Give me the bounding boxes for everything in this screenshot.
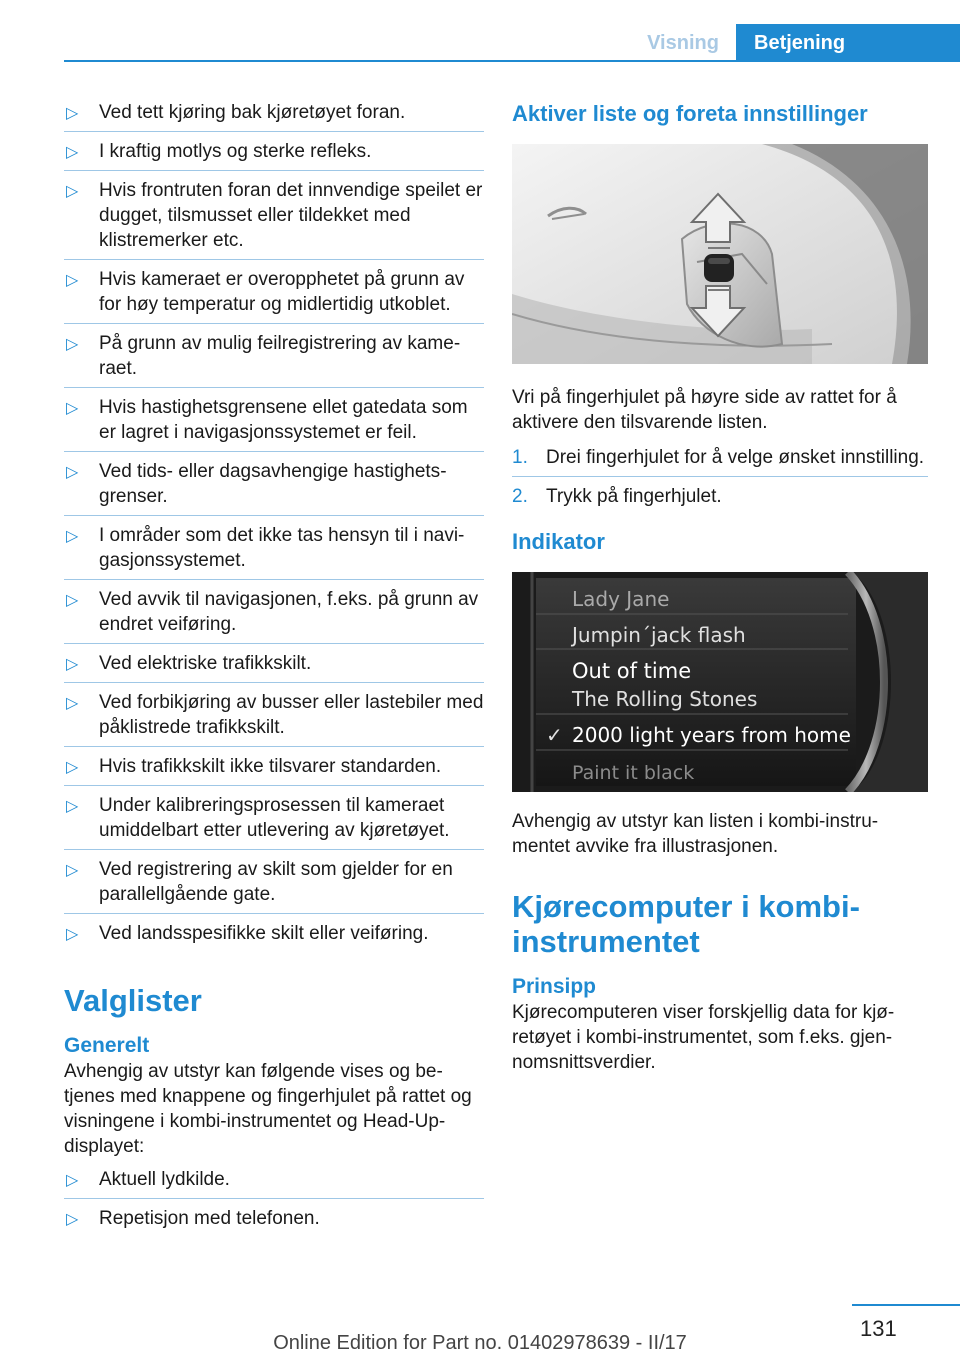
list-item: ▷ Under kalibreringsprosessen til kameraet umiddelbart etter utlevering av kjøretøyet. bbox=[64, 793, 484, 850]
display-item: 2000 light years from home bbox=[572, 723, 851, 747]
tab-visning[interactable]: Visning bbox=[647, 32, 719, 54]
triangle-bullet-icon: ▷ bbox=[66, 656, 79, 673]
list-item: ▷ På grunn av mulig feilregistrering av kameraet. bbox=[64, 331, 484, 388]
list-item: ▷ I kraftig motlys og sterke refleks. bbox=[64, 139, 484, 171]
indikator-heading: Indikator bbox=[512, 529, 605, 554]
generelt-list bbox=[64, 1167, 484, 1237]
tab-betjening[interactable]: Betjening bbox=[736, 24, 960, 62]
generelt-paragraph: Avhengig av utstyr kan følgende vises og betjenes med knappene og fingerhjulet på rattet og visningene i kombi-instrumentet og Head-Up-displayet: bbox=[64, 1061, 472, 1157]
list-item: ▷ Ved tett kjøring bak kjøretøyet foran. bbox=[64, 100, 484, 132]
list-item: ▷ Hvis hastighetsgrensene ellet gatedata som er lagret i navigasjonssystemet er feil. bbox=[64, 395, 484, 452]
list-item: ▷ Hvis frontruten foran det innvendige speilet er dugget, tilsmusset eller tildekket med klistremerker etc. bbox=[64, 178, 484, 260]
triangle-bullet-icon: ▷ bbox=[66, 592, 79, 609]
display-item: Out of time bbox=[572, 659, 692, 683]
display-item: Lady Jane bbox=[572, 587, 670, 611]
page-number: 131 bbox=[860, 1316, 897, 1341]
indikator-paragraph: Avhengig av utstyr kan listen i kombi-instrumentet avvike fra illustrasjonen. bbox=[512, 811, 879, 857]
steering-wheel-illustration bbox=[512, 144, 928, 364]
list-item: ▷ Ved forbikjøring av busser eller lastebiler med påklistrede trafikkskilt. bbox=[64, 690, 484, 747]
triangle-bullet-icon: ▷ bbox=[66, 272, 79, 289]
kjorecomputer-heading: Kjørecomputer i kombiinstrumentet bbox=[512, 889, 860, 959]
list-item: ▷ Ved registrering av skilt som gjelder for en parallellgående gate. bbox=[64, 857, 484, 914]
triangle-bullet-icon: ▷ bbox=[66, 862, 79, 879]
left-column bbox=[64, 100, 484, 1244]
triangle-bullet-icon: ▷ bbox=[66, 1172, 79, 1189]
display-item: Paint it black bbox=[572, 762, 695, 784]
right-column bbox=[512, 100, 928, 1075]
list-item: ▷ Ved avvik til navigasjonen, f.eks. på grunn av endret veiføring. bbox=[64, 587, 484, 644]
prinsipp-paragraph: Kjørecomputeren viser forskjellig data for kjøretøyet i kombi-instrumentet, som f.eks. gjennomsnittsverdier. bbox=[512, 1002, 895, 1073]
aktiver-paragraph: Vri på fingerhjulet på høyre side av rattet for å aktivere den tilsvarende listen. bbox=[512, 387, 897, 433]
display-item: The Rolling Stones bbox=[572, 687, 758, 711]
aktiver-heading: Aktiver liste og foreta innstillinger bbox=[512, 101, 868, 126]
triangle-bullet-icon: ▷ bbox=[66, 759, 79, 776]
triangle-bullet-icon: ▷ bbox=[66, 1211, 79, 1228]
list-item: ▷ Hvis trafikkskilt ikke tilsvarer standarden. bbox=[64, 754, 484, 786]
list-item: ▷ Repetisjon med telefonen. bbox=[64, 1206, 484, 1237]
cluster-list-display bbox=[512, 572, 928, 792]
triangle-bullet-icon: ▷ bbox=[66, 695, 79, 712]
step-item: 2. Trykk på fingerhjulet. bbox=[512, 486, 722, 507]
list-item: ▷ Ved landsspesifikke skilt eller veiføring. bbox=[64, 921, 484, 952]
steering-wheel-figure bbox=[512, 144, 928, 369]
generelt-heading: Generelt bbox=[64, 1034, 150, 1057]
triangle-bullet-icon: ▷ bbox=[66, 798, 79, 815]
triangle-bullet-icon: ▷ bbox=[66, 183, 79, 200]
triangle-bullet-icon: ▷ bbox=[66, 400, 79, 417]
valglister-heading: Valglister bbox=[64, 983, 202, 1018]
checkmark-icon: ✓ bbox=[546, 723, 563, 747]
list-item: ▷ I områder som det ikke tas hensyn til i navigasjonssystemet. bbox=[64, 523, 484, 580]
triangle-bullet-icon: ▷ bbox=[66, 926, 79, 943]
list-item: ▷ Ved tids- eller dagsavhengige hastighetsgrenser. bbox=[64, 459, 484, 516]
triangle-bullet-icon: ▷ bbox=[66, 336, 79, 353]
list-item: ▷ Aktuell lydkilde. bbox=[64, 1167, 484, 1199]
list-item: ▷ Ved elektriske trafikkskilt. bbox=[64, 651, 484, 683]
list-item: ▷ Hvis kameraet er overopphetet på grunn av for høy temperatur og midlertidig utkoblet. bbox=[64, 267, 484, 324]
triangle-bullet-icon: ▷ bbox=[66, 105, 79, 122]
step-item: 1. Drei fingerhjulet for å velge ønsket innstilling. bbox=[512, 445, 928, 477]
prinsipp-heading: Prinsipp bbox=[512, 975, 597, 998]
triangle-bullet-icon: ▷ bbox=[66, 528, 79, 545]
page-number-rule bbox=[852, 1304, 960, 1306]
display-item: Jumpin´jack flash bbox=[572, 623, 746, 647]
steps-list bbox=[512, 445, 928, 515]
cluster-list-figure bbox=[512, 572, 928, 797]
limitations-list bbox=[64, 100, 484, 952]
triangle-bullet-icon: ▷ bbox=[66, 144, 79, 161]
edition-footer: Online Edition for Part no. 01402978639 - II/17 bbox=[273, 1332, 687, 1354]
triangle-bullet-icon: ▷ bbox=[66, 464, 79, 481]
